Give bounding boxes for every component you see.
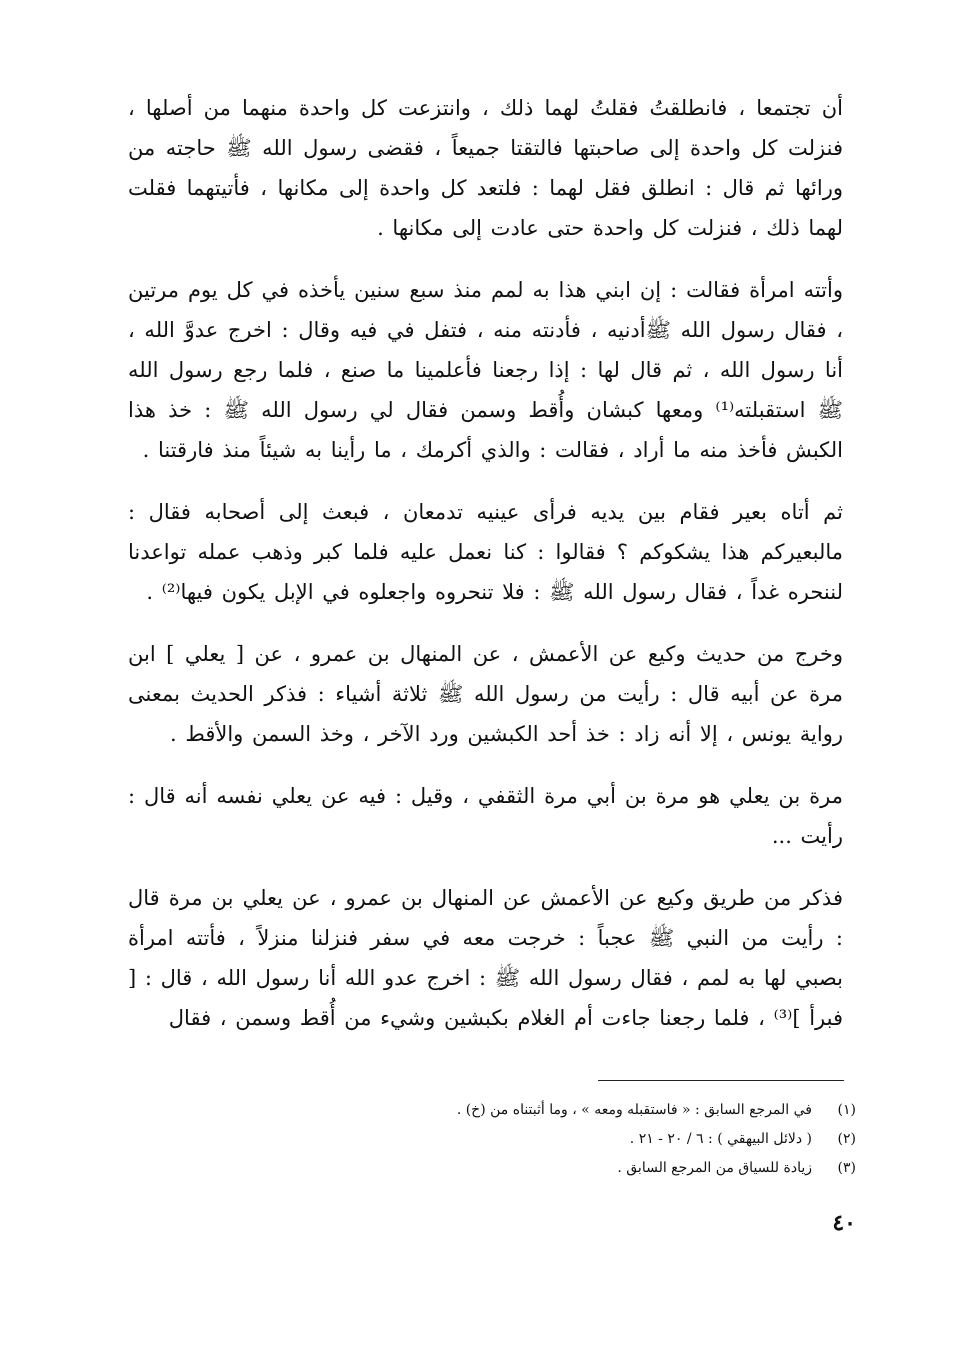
footnote-1 — [300, 1096, 856, 1125]
main-text — [128, 88, 843, 1060]
footnote-divider — [598, 1080, 844, 1081]
paragraph-2: وأتته امرأة فقالت : إن ابني هذا به لمم منذ سبع سنين يأخذه في كل يوم مرتين ، فقال رسول الله ﷺأدنيه ، فأدنته منه ، فتفل في فيه وقال : اخرج عدوَّ الله ، أنا رسول الله ، ثم قال لها : إذا رجعنا فأعلمينا ما صنع ، فلما رجع رسول الله ﷺ استقبلته⁽¹⁾ ومعها كبشان وأُقط وسمن فقال لي رسول الله ﷺ : خذ هذا الكبش فأخذ منه ما أراد ، فقالت : والذي أكرمك ، ما رأينا به شيئاً منذ فارقتنا . — [128, 278, 843, 462]
page-number: ٤٠ — [832, 1210, 856, 1236]
paragraph-1: أن تجتمعا ، فانطلقتُ فقلتُ لهما ذلك ، وانتزعت كل واحدة منهما من أصلها ، فنزلت كل واحدة إلى صاحبتها فالتقتا جميعاً ، فقضى رسول الله ﷺ حاجته من ورائها ثم قال : انطلق فقل لهما : فلتعد كل واحدة إلى مكانها ، فأتيتهما فقلت لهما ذلك ، فنزلت كل واحدة حتى عادت إلى مكانها . — [128, 96, 843, 240]
footnotes — [300, 1096, 856, 1183]
paragraph-3: ثم أتاه بعير فقام بين يديه فرأى عينيه تدمعان ، فبعث إلى أصحابه فقال : مالبعيركم هذا يشكوكم ؟ فقالوا : كنا نعمل عليه فلما كبر وذهب عمله تواعدنا لننحره غداً ، فقال رسول الله ﷺ : فلا تنحروه واجعلوه في الإبل يكون فيها⁽²⁾ . — [128, 500, 843, 604]
footnote-3 — [300, 1154, 856, 1183]
footnote-2 — [300, 1125, 856, 1154]
paragraph-6: فذكر من طريق وكيع عن الأعمش عن المنهال بن عمرو ، عن يعلي بن مرة قال : رأيت من النبي ﷺ عجباً : خرجت معه في سفر فنزلنا منزلاً ، فأتته امرأة بصبي لها به لمم ، فقال رسول الله ﷺ : اخرج عدو الله أنا رسول الله ، قال : [ فبرأ ]⁽³⁾ ، فلما رجعنا جاءت أم الغلام بكبشين وشيء من أُقط وسمن ، فقال — [128, 886, 843, 1030]
footnote-number: (٢) — [837, 1131, 856, 1147]
footnote-number: (٣) — [837, 1160, 856, 1176]
footnote-number: (١) — [837, 1102, 856, 1118]
footnote-text: في المرجع السابق : « فاستقبله ومعه » ، وما أثبتناه من (خ) . — [456, 1102, 812, 1118]
paragraph-4: وخرج من حديث وكيع عن الأعمش ، عن المنهال بن عمرو ، عن [ يعلي ] ابن مرة عن أبيه قال : رأيت من رسول الله ﷺ ثلاثة أشياء : فذكر الحديث بمعنى رواية يونس ، إلا أنه زاد : خذ أحد الكبشين ورد الآخر ، وخذ السمن والأقط . — [128, 642, 843, 746]
footnote-text: ( دلائل البيهقي ) : ٦ / ٢٠ - ٢١ . — [629, 1131, 812, 1147]
footnote-text: زيادة للسياق من المرجع السابق . — [617, 1160, 812, 1176]
paragraph-5: مرة بن يعلي هو مرة بن أبي مرة الثقفي ، وقيل : فيه عن يعلي نفسه أنه قال : رأيت ... — [128, 784, 843, 848]
